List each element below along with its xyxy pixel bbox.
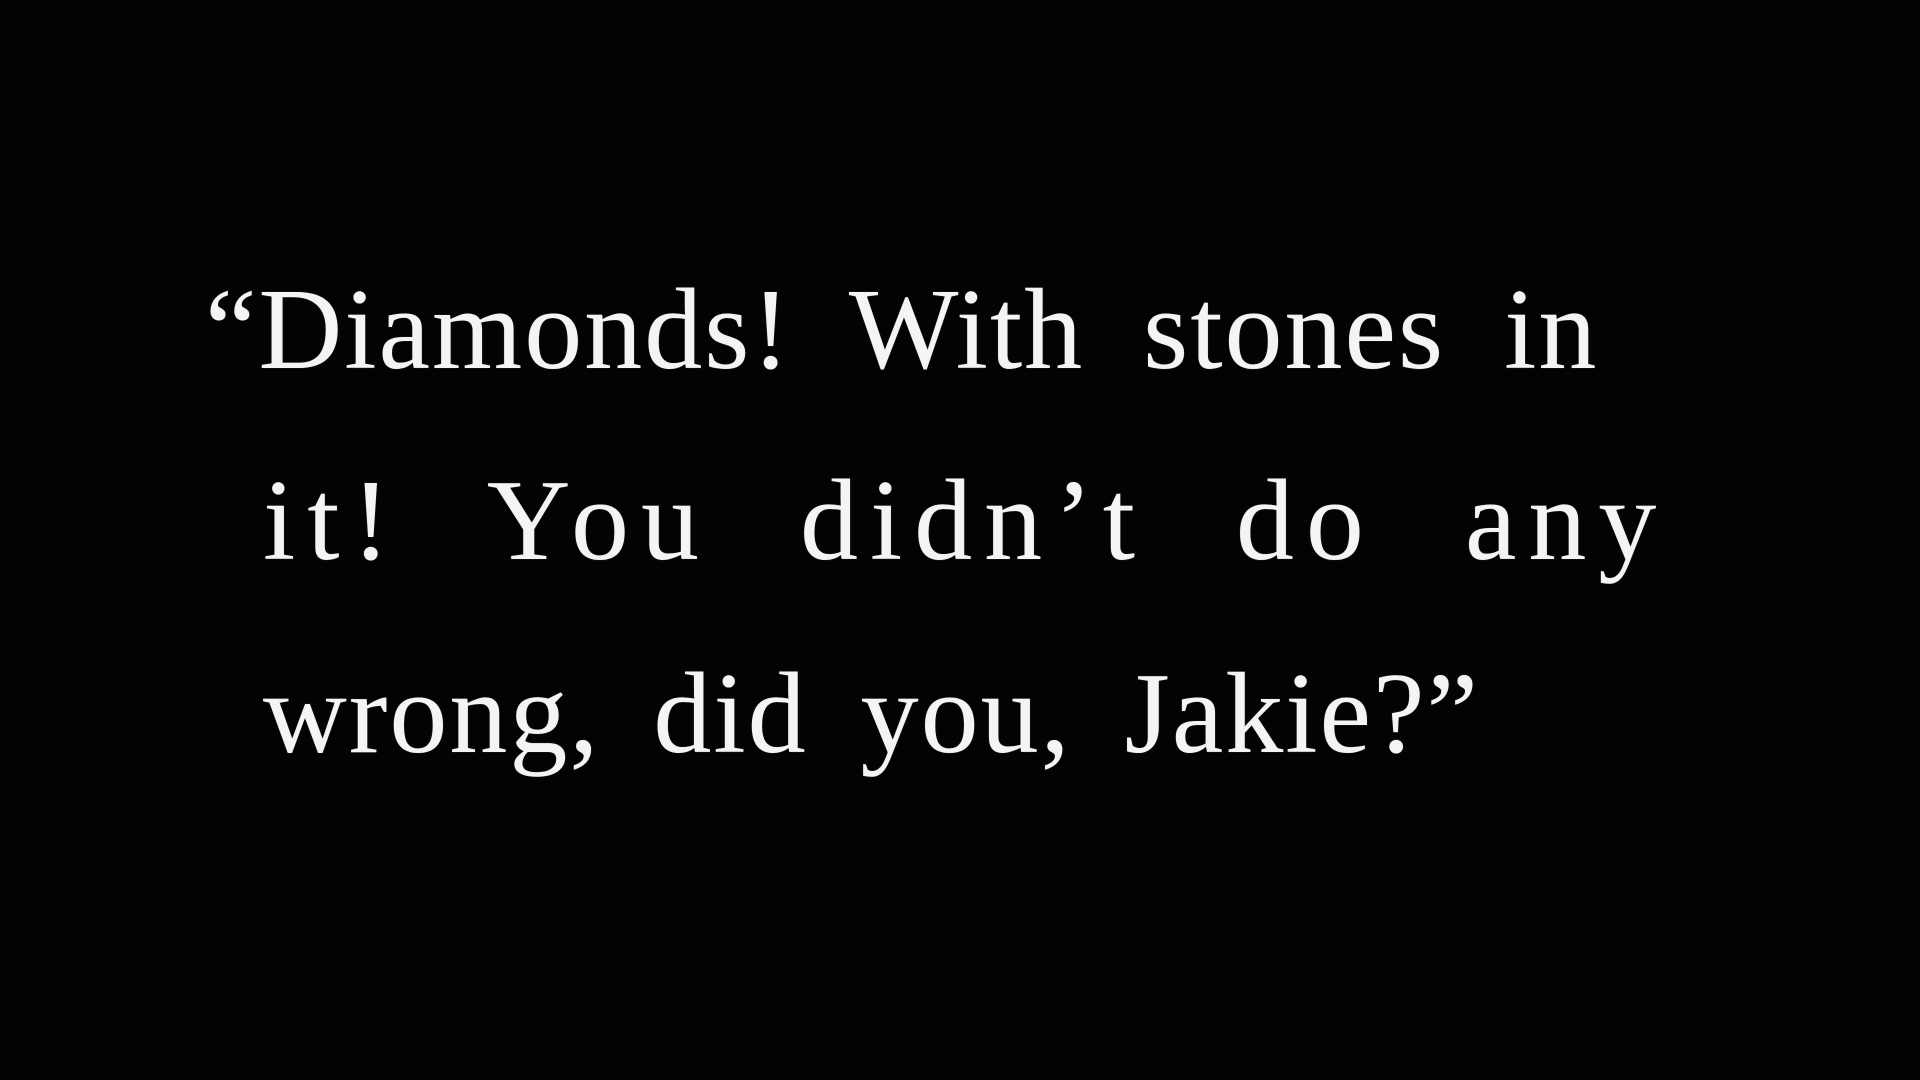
intertitle-line-3: wrong, did you, Jakie?” <box>263 650 1480 778</box>
intertitle-line-1: “Diamonds! With stones in <box>205 266 1599 394</box>
intertitle-line-2: it! You didn’t do any <box>263 457 1669 585</box>
